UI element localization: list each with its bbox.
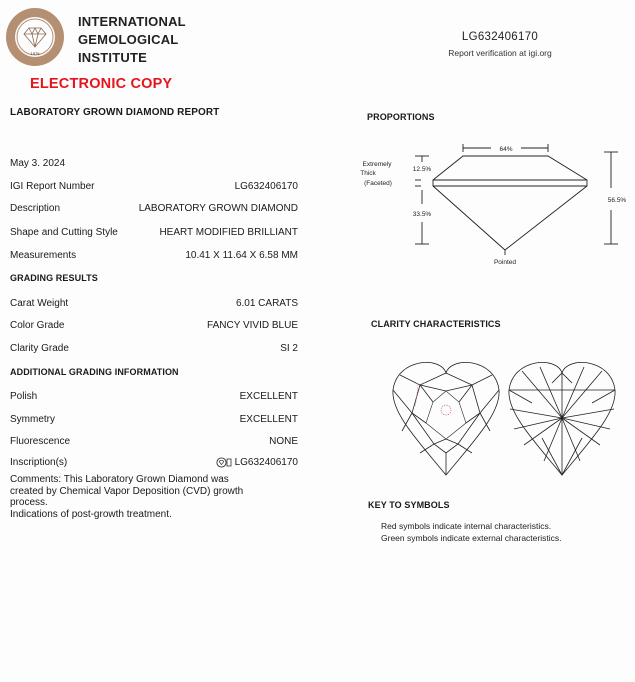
field-row-measurements <box>10 250 298 264</box>
org-line-2: GEMOLOGICAL <box>78 32 179 47</box>
proportions-heading: PROPORTIONS <box>367 112 435 122</box>
comments <box>10 474 310 520</box>
report-verification[interactable]: Report verification at igi.org <box>448 48 552 58</box>
org-line-1: INTERNATIONAL <box>78 14 186 29</box>
field-value: FANCY VIVID BLUE <box>207 320 298 331</box>
field-label: Shape and Cutting Style <box>10 227 118 238</box>
girdle-label-3: (Faceted) <box>364 180 392 187</box>
header-report-number: LG632406170 <box>461 31 539 43</box>
field-label: Carat Weight <box>10 298 69 309</box>
field-value <box>216 457 298 468</box>
report-date: May 3. 2024 <box>10 158 66 169</box>
igi-mini-logo-icon <box>216 457 232 468</box>
field-row-clarity <box>10 343 298 357</box>
field-label: Fluorescence <box>10 436 71 447</box>
field-label: Description <box>10 203 61 214</box>
culet-label: Pointed <box>493 259 517 266</box>
clarity-heading: CLARITY CHARACTERISTICS <box>371 319 501 329</box>
inclusion-mark-icon <box>441 405 451 415</box>
inclusion-mark-icon <box>415 383 417 407</box>
igi-logo-icon <box>4 6 66 68</box>
comment-line: process. <box>10 497 48 508</box>
field-row-polish <box>10 391 298 405</box>
field-value: EXCELLENT <box>239 391 298 402</box>
depth-percent: 56.5% <box>607 197 627 204</box>
comment-line: Indications of post-growth treatment. <box>10 508 172 520</box>
field-row-report-number <box>10 181 298 195</box>
girdle-label-1: Extremely <box>362 161 392 168</box>
field-label: Clarity Grade <box>10 343 69 354</box>
field-value: EXCELLENT <box>239 414 298 425</box>
key-symbols <box>381 521 561 544</box>
field-row-inscription <box>10 457 298 471</box>
inscription-value: LG632406170 <box>234 457 298 468</box>
field-row-color <box>10 320 298 334</box>
key-line-green: Green symbols indicate external characteristics. <box>381 532 562 543</box>
grading-results-heading: GRADING RESULTS <box>10 273 98 283</box>
key-line-red: Red symbols indicate internal characteristics. <box>381 521 552 531</box>
proportions-diagram <box>355 138 635 270</box>
crown-view-heart <box>393 362 499 475</box>
field-value: SI 2 <box>280 343 298 354</box>
crown-percent: 12.5% <box>412 166 432 173</box>
field-value: HEART MODIFIED BRILLIANT <box>159 227 298 238</box>
pavilion-percent: 33.5% <box>412 211 432 218</box>
field-row-shape <box>10 227 298 241</box>
field-label: Measurements <box>10 250 77 261</box>
additional-info-heading: ADDITIONAL GRADING INFORMATION <box>10 367 179 377</box>
field-label: Symmetry <box>10 414 55 425</box>
logo-year: 1975 <box>30 51 40 56</box>
comment-line: Comments: This Laboratory Grown Diamond was <box>10 474 229 485</box>
field-row-fluorescence <box>10 436 298 450</box>
field-value: 6.01 CARATS <box>235 298 298 309</box>
electronic-copy-label: ELECTRONIC COPY <box>30 76 173 92</box>
report-date-row <box>10 158 298 172</box>
diamond-profile <box>433 156 587 250</box>
field-label: Inscription(s) <box>10 457 68 468</box>
field-row-carat <box>10 298 298 312</box>
report-title: LABORATORY GROWN DIAMOND REPORT <box>10 107 220 118</box>
key-heading: KEY TO SYMBOLS <box>368 500 450 510</box>
comment-line: created by Chemical Vapor Deposition (CVD) growth <box>10 485 244 497</box>
field-value: 10.41 X 11.64 X 6.58 MM <box>185 250 298 261</box>
girdle-label-2: Thick <box>360 170 376 177</box>
pavilion-view-heart <box>509 362 615 475</box>
field-row-description <box>10 203 298 217</box>
field-value: LABORATORY GROWN DIAMOND <box>138 203 298 214</box>
table-percent: 64% <box>499 146 513 153</box>
org-name <box>78 13 186 67</box>
field-label: Polish <box>10 391 38 402</box>
clarity-plot <box>385 349 625 479</box>
org-line-3: INSTITUTE <box>78 50 147 65</box>
field-row-symmetry <box>10 414 298 428</box>
field-value: LG632406170 <box>234 181 298 192</box>
field-value: NONE <box>269 436 298 447</box>
field-label: Color Grade <box>10 320 65 331</box>
field-label: IGI Report Number <box>10 181 95 192</box>
